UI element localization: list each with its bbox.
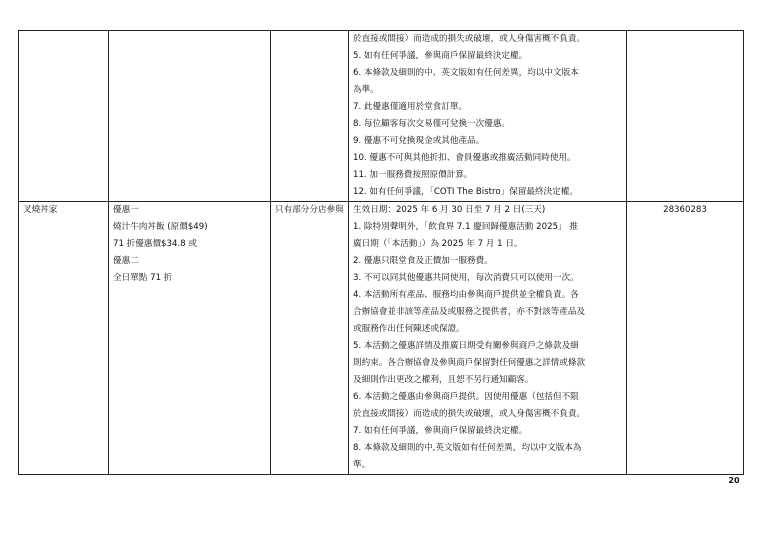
offer-cell [109,202,271,475]
terms-clause: 5. 本活動之優惠詳情及推廣日期受有關參與商戶之條款及細 [353,341,579,351]
terms-cell [349,202,627,475]
terms-clause: 9. 優惠不可兌換現金或其他產品。 [353,136,485,146]
merchant-cell [19,202,109,475]
terms-clause: 合辦協會並非該等產品及或服務之提供者，亦不對該等產品及 [353,307,586,317]
terms-clause: 7. 此優惠僅適用於堂食訂單。 [353,102,468,112]
offer-line: 全日單點 71 折 [113,273,173,283]
terms-cell [349,31,627,202]
terms-clause: 4. 本活動所有產品、服務均由參與商戶提供並全權負責。各 [353,290,579,300]
terms-clause: 6. 本條款及細則的中、英文版如有任何差異，均以中文版本 [353,68,579,78]
terms-clause: 6. 本活動之優惠由參與商戶提供。因使用優惠（包括但不限 [353,392,579,402]
offer-line: 燒汁牛肉丼飯 (原價$49) [113,222,208,232]
offer-line: 優惠一 [113,205,139,215]
merchant-name: 叉燒丼家 [23,205,58,215]
terms-clause: 於直接或間接）而造成的損失或破壞，或人身傷害概不負責。 [353,34,586,44]
branch-cell [271,202,349,475]
terms-clause: 及細則作出更改之權利，且恕不另行通知顧客。 [353,375,534,385]
terms-clause: 準。 [353,460,371,470]
terms-clause: 1. 除特別聲明外，「飲食界 7.1 慶回歸優惠活動 2025」 推 [353,222,578,232]
terms-clause: 於直接或間接）而造成的損失或破壞，或人身傷害概不負責。 [353,409,586,419]
terms-clause: 7. 如有任何爭議，參與商戶保留最終決定權。 [353,426,528,436]
table-row [19,202,744,475]
offer-line: 優惠二 [113,256,139,266]
terms-clause: 12. 如有任何爭議，「COTI The Bistro」保留最終決定權。 [353,187,578,197]
terms-clause: 則約束。各合辦協會及參與商戶保留對任何優惠之詳情或條款 [353,358,586,368]
offer-cell [109,31,271,202]
table-row [19,31,744,202]
terms-clause: 3. 不可以同其他優惠共同使用，每次消費只可以使用一次。 [353,273,579,283]
terms-clause: 5. 如有任何爭議，參與商戶保留最終決定權。 [353,51,528,61]
code-cell [627,202,744,475]
branch-cell [271,31,349,202]
terms-clause: 生效日期：2025 年 6 月 30 日至 7 月 2 日(三天) [353,205,546,215]
code-cell [627,31,744,202]
branch-note: 只有部分分店參與 [275,205,344,215]
terms-clause: 10. 優惠不可與其他折扣、會員優惠或推廣活動同時使用。 [353,153,576,163]
terms-clause: 或服務作出任何陳述或保證。 [353,324,465,334]
offer-terms-table [18,30,744,475]
merchant-code: 28360283 [663,205,707,215]
page-number: 20 [728,476,740,485]
terms-clause: 11. 加一服務費按照原價計算。 [353,170,473,180]
terms-clause: 2. 優惠只限堂食及正價加一服務費。 [353,256,493,266]
terms-clause: 8. 本條款及細則的中,英文版如有任何差異，均以中文版本為 [353,443,582,453]
terms-clause: 8. 每位顧客每次交易僅可兌換一次優惠。 [353,119,511,129]
terms-clause: 廣日期（「本活動」）為 2025 年 7 月 1 日。 [353,239,523,249]
offer-line: 71 折優惠價$34.8 或 [113,239,197,249]
terms-clause: 為準。 [353,85,379,95]
merchant-cell [19,31,109,202]
